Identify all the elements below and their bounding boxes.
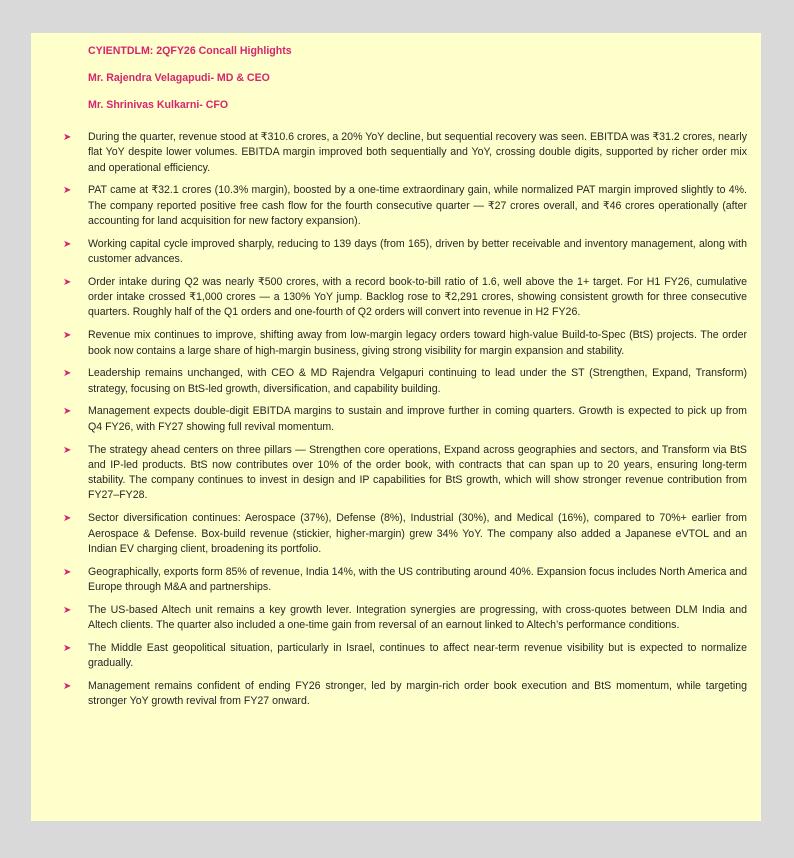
- bullet-text: Order intake during Q2 was nearly ₹500 crores, with a record book-to-bill ratio of 1.6, well above the 1+ target. For H1 FY26, cumulative order intake crossed ₹1,000 crores — a 130% YoY jump. Backlog rose to ₹2,291 crores, showing consistent growth for three consecutive quarters. Roughly half of the Q1 orders and one-fourth of Q2 orders will convert into revenue in H2 FY26.: [88, 275, 747, 319]
- arrowhead-icon: ➤: [63, 132, 72, 143]
- bullet-text: Revenue mix continues to improve, shifting away from low-margin legacy orders toward high-value Build-to-Spec (BtS) projects. The order book now contains a large share of high-margin business, giving strong visibility for margin expansion and stability.: [88, 329, 747, 357]
- list-item: [63, 328, 747, 359]
- arrowhead-icon: ➤: [63, 276, 72, 288]
- arrowhead-icon: ➤: [63, 238, 72, 250]
- arrowhead-icon: ➤: [63, 604, 72, 616]
- arrowhead-icon: ➤: [63, 642, 72, 654]
- bullet-text: PAT came at ₹32.1 crores (10.3% margin), boosted by a one-time extraordinary gain, while normalized PAT margin improved slightly to 4%. The company reported positive free cash flow for the fourth consecutive quarter — ₹27 crores overall, and ₹46 crores operationally (after accounting for land acquisition for new factory expansion).: [88, 184, 747, 227]
- list-item: [63, 237, 747, 268]
- list-item: [63, 443, 747, 504]
- speaker-cfo: Mr. Shrinivas Kulkarni- CFO: [88, 99, 229, 111]
- arrowhead-icon: ➤: [63, 406, 72, 418]
- arrowhead-icon: ➤: [63, 444, 72, 456]
- highlights-list: [63, 130, 747, 710]
- list-item: [63, 603, 747, 634]
- bullet-text: Sector diversification continues: Aerospace (37%), Defense (8%), Industrial (30%), and Medical (16%), compared to 70%+ earlier from Aerospace & Defense. Box-build revenue (stickier, higher-margin) grew 34% YoY. The company also added a Japanese eVTOL and an Indian EV charging client, broadening its portfolio.: [88, 512, 747, 555]
- list-item: [63, 511, 747, 557]
- list-item: [63, 366, 747, 397]
- bullet-text: Leadership remains unchanged, with CEO & MD Rajendra Velgapuri continuing to lead under the ST (Strengthen, Expand, Transform) strategy, focusing on BtS-led growth, diversification, and capability building.: [88, 367, 747, 395]
- list-item: [63, 641, 747, 672]
- arrowhead-icon: ➤: [63, 330, 72, 342]
- arrowhead-icon: ➤: [63, 680, 72, 692]
- bullet-text: Management remains confident of ending FY26 stronger, led by margin-rich order book execution and BtS momentum, while targeting stronger YoY growth revival from FY27 onward.: [88, 679, 747, 708]
- document-page: [31, 33, 761, 821]
- bullet-text: During the quarter, revenue stood at ₹310.6 crores, a 20% YoY decline, but sequential recovery was seen. EBITDA was ₹31.2 crores, nearly flat YoY despite lower volumes. EBITDA margin improved both sequentially and YoY, crossing double digits, supported by richer order mix and operational efficiency.: [88, 131, 747, 174]
- list-item: [63, 183, 747, 229]
- bullet-text: The strategy ahead centers on three pillars — Strengthen core operations, Expand across geographies and sectors, and Transform via BtS and IP-led products. BtS now contributes over 10% of the order book, with contracts that can span up to 20 years, ensuring long-term stability. The company continues to invest in design and IP capabilities for BtS growth, which will show stronger revenue contribution from FY27–FY28.: [88, 443, 747, 502]
- list-item: [63, 275, 747, 321]
- bullet-text: Management expects double-digit EBITDA margins to sustain and improve further in coming quarters. Growth is expected to pick up from Q4 FY26, with FY27 showing full revival momentum.: [88, 405, 747, 433]
- speaker-ceo: Mr. Rajendra Velagapudi- MD & CEO: [88, 72, 270, 84]
- document-title: CYIENTDLM: 2QFY26 Concall Highlights: [88, 45, 292, 57]
- bullet-text: The US-based Altech unit remains a key growth lever. Integration synergies are progressing, with cross-quotes between DLM India and Altech clients. The quarter also included a one-time gain from reversal of an earnout linked to Altech’s performance conditions.: [88, 603, 747, 632]
- list-item: [63, 130, 747, 176]
- arrowhead-icon: ➤: [63, 368, 72, 380]
- bullet-text: The Middle East geopolitical situation, particularly in Israel, continues to affect near-term revenue visibility but is expected to normalize gradually.: [88, 641, 747, 670]
- list-item: [63, 679, 747, 710]
- arrowhead-icon: ➤: [63, 513, 72, 525]
- arrowhead-icon: ➤: [63, 566, 72, 578]
- bullet-text: Working capital cycle improved sharply, reducing to 139 days (from 165), driven by better receivable and inventory management, along with customer advances.: [88, 237, 747, 266]
- bullet-text: Geographically, exports form 85% of revenue, India 14%, with the US contributing around 40%. Expansion focus includes North America and Europe through M&A and partnerships.: [88, 565, 747, 593]
- arrowhead-icon: ➤: [63, 185, 72, 197]
- list-item: [63, 565, 747, 596]
- list-item: [63, 404, 747, 435]
